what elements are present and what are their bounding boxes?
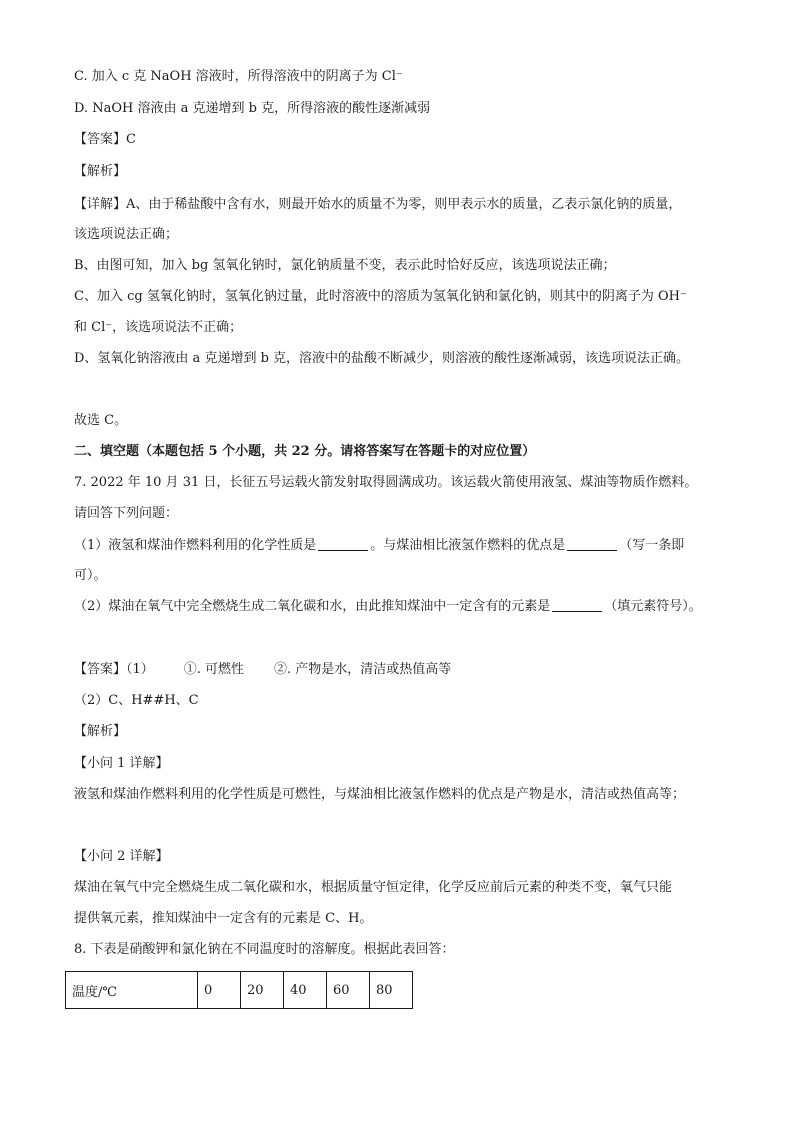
analysis-label: 【解析】	[74, 164, 127, 179]
q7-part2-text-b: （填元素符号）。	[604, 599, 702, 614]
sub-question-1-text: 液氢和煤油作燃料利用的化学性质是可燃性，与煤油相比液氢作燃料的优点是产物是水，清洁或热值高等；	[74, 787, 686, 802]
sub-question-1-heading: 【小问 1 详解】	[74, 756, 169, 771]
temp-cell: 80	[370, 972, 413, 1009]
question-7-part1-cont: 可）。	[74, 568, 107, 583]
answer-7-1: ①. 可燃性	[183, 662, 245, 677]
temp-cell: 20	[241, 972, 284, 1009]
question-7-stem: 7. 2022 年 10 月 31 日，长征五号运载火箭发射取得圆满成功。该运载火箭使用液氢、煤油等物质作燃料。	[74, 475, 698, 490]
blank-3	[552, 598, 602, 612]
solubility-table	[65, 971, 413, 1009]
choose-c: 故选 C。	[74, 413, 128, 428]
detail-a-line1: 【详解】A、由于稀盐酸中含有水，则最开始水的质量不为零，则甲表示水的质量，乙表示氯化钠的质量，	[74, 197, 682, 212]
section-2-heading: 二、填空题（本题包括 5 个小题，共 22 分。请将答案写在答题卡的对应位置）	[74, 444, 536, 459]
question-8-stem: 8. 下表是硝酸钾和氯化钠在不同温度时的溶解度。根据此表回答：	[74, 942, 455, 957]
sub-question-2-heading: 【小问 2 详解】	[74, 849, 169, 864]
detail-c-line2: 和 Cl⁻，该选项说法不正确；	[74, 320, 243, 335]
answer-7	[74, 661, 451, 679]
sub-question-2-text-2: 提供氧元素，推知煤油中一定含有的元素是 C、H。	[74, 911, 373, 926]
question-7-prompt: 请回答下列问题：	[74, 506, 179, 521]
option-c: C. 加入 c 克 NaOH 溶液时，所得溶液中的阴离子为 Cl⁻	[74, 69, 403, 84]
temperature-header: 温度/℃	[66, 972, 198, 1009]
detail-b: B、由图可知，加入 bg 氢氧化钠时，氯化钠质量不变，表示此时恰好反应，该选项说法正确；	[74, 258, 616, 273]
answer-7-part2: （2）C、H##H、C	[74, 693, 199, 708]
detail-c-line1: C、加入 cg 氢氧化钠时，氢氧化钠过量，此时溶液中的溶质为氢氧化钠和氯化钠，则其中的阴离子为 OH⁻	[74, 289, 687, 304]
question-7-part2	[74, 598, 702, 616]
analysis-label-2: 【解析】	[74, 724, 127, 739]
temp-cell: 0	[198, 972, 241, 1009]
temp-cell: 60	[327, 972, 370, 1009]
q7-part1-text-b: 。与煤油相比液氢作燃料的优点是	[370, 538, 566, 553]
sub-question-2-text-1: 煤油在氧气中完全燃烧生成二氧化碳和水，根据质量守恒定律，化学反应前后元素的种类不变，氧气只能	[74, 880, 673, 895]
blank-1	[318, 537, 368, 551]
q7-part1-text-c: （写一条即	[619, 538, 685, 553]
answer-7-2: ②. 产物是水，清洁或热值高等	[274, 662, 452, 677]
q7-part1-text-a: （1）液氢和煤油作燃料利用的化学性质是	[74, 538, 317, 553]
blank-2	[567, 537, 617, 551]
q7-part2-text-a: （2）煤油在氧气中完全燃烧生成二氧化碳和水，由此推知煤油中一定含有的元素是	[74, 599, 551, 614]
option-d: D. NaOH 溶液由 a 克递增到 b 克，所得溶液的酸性逐渐减弱	[74, 101, 431, 116]
table-row	[66, 972, 413, 1009]
answer-label: 【答案】C	[74, 132, 136, 147]
detail-d: D、氢氧化钠溶液由 a 克递增到 b 克，溶液中的盐酸不断减少，则溶液的酸性逐渐减弱，该选项说法正确。	[74, 351, 690, 366]
detail-a-line2: 该选项说法正确；	[74, 227, 179, 242]
answer-7-label: 【答案】（1）	[74, 662, 154, 677]
temp-cell: 40	[284, 972, 327, 1009]
question-7-part1	[74, 537, 684, 555]
